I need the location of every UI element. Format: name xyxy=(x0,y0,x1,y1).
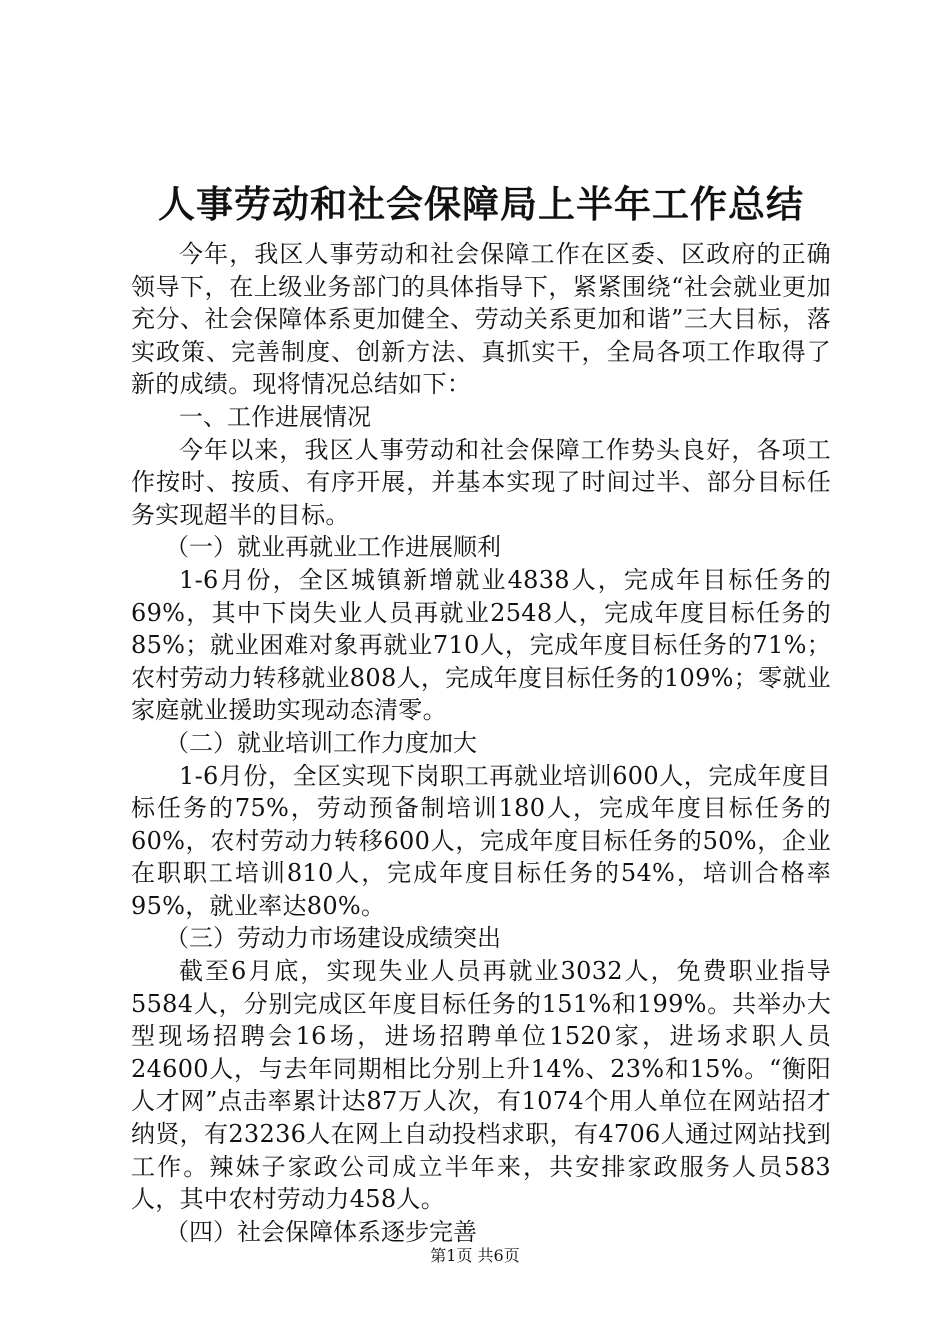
section-heading-work-progress: 一、工作进展情况 xyxy=(179,402,371,431)
page-footer: 第1页 共6页 xyxy=(430,1246,520,1265)
document-title: 人事劳动和社会保障局上半年工作总结 xyxy=(158,183,804,226)
subsection-heading-social-security: （四）社会保障体系逐步完善 xyxy=(165,1217,477,1246)
labor-market-paragraph: 截至6月底，实现失业人员再就业3032人，免费职业指导5584人，分别完成区年度目标任务的151%和199%。共举办大型现场招聘会16场，进场招聘单位1520家，进场求职人员24600人，与去年同期相比分别上升14%、23%和15%。“衡阳人才网”点击率累计达87万人次，有1074个用人单位在网站招才纳贤，有23236人在网上自动投档求职，有4706人通过网站找到工作。辣妹子家政公司成立半年来，共安排家政服务人员583人，其中农村劳动力458人。 xyxy=(131,957,831,1214)
work-progress-paragraph: 今年以来，我区人事劳动和社会保障工作势头良好，各项工作按时、按质、有序开展，并基本实现了时间过半、部分目标任务实现超半的目标。 xyxy=(131,435,831,529)
document-page xyxy=(131,180,831,1248)
subsection-heading-employment: （一）就业再就业工作进展顺利 xyxy=(165,533,501,562)
subsection-heading-training: （二）就业培训工作力度加大 xyxy=(165,728,477,757)
subsection-heading-labor-market: （三）劳动力市场建设成绩突出 xyxy=(165,924,501,953)
training-paragraph: 1-6月份，全区实现下岗职工再就业培训600人，完成年度目标任务的75%，劳动预备制培训180人，完成年度目标任务的60%，农村劳动力转移600人，完成年度目标任务的50%，企业在职职工培训810人，完成年度目标任务的54%，培训合格率95%，就业率达80%。 xyxy=(131,761,831,920)
intro-paragraph: 今年，我区人事劳动和社会保障工作在区委、区政府的正确领导下，在上级业务部门的具体指导下，紧紧围绕“社会就业更加充分、社会保障体系更加健全、劳动关系更加和谐”三大目标，落实政策、完善制度、创新方法、真抓实干，全局各项工作取得了新的成绩。现将情况总结如下： xyxy=(131,240,831,399)
employment-paragraph: 1-6月份，全区城镇新增就业4838人，完成年目标任务的69%，其中下岗失业人员再就业2548人，完成年度目标任务的85%；就业困难对象再就业710人，完成年度目标任务的71%；农村劳动力转移就业808人，完成年度目标任务的109%；零就业家庭就业援助实现动态清零。 xyxy=(131,565,831,725)
